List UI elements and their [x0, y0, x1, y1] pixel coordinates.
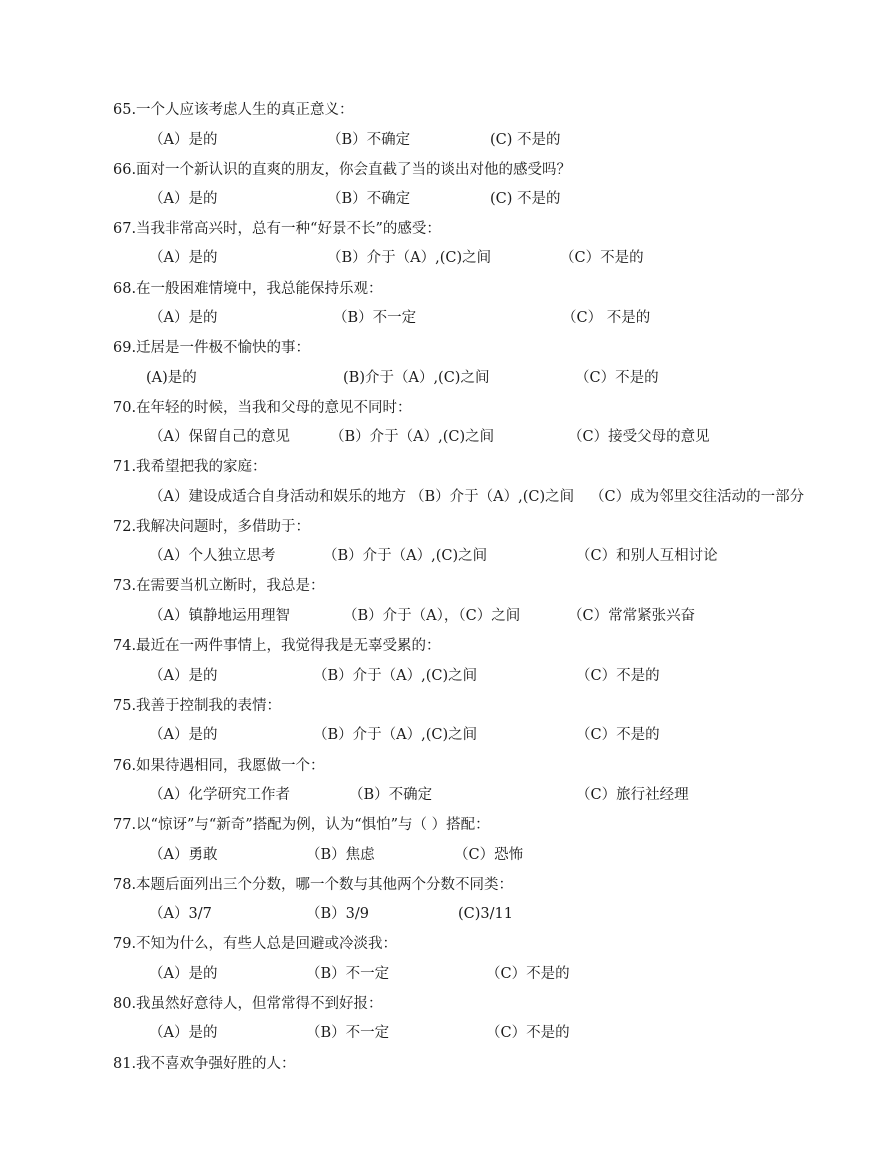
question-69-option-a: (A)是的: [146, 370, 197, 386]
question-77-option-a: （A）勇敢: [149, 847, 218, 863]
question-80-option-a: （A）是的: [149, 1025, 218, 1041]
question-74: 74.最近在一两件事情上，我觉得我是无辜受累的：: [113, 638, 441, 654]
question-79-option-c: （C）不是的: [486, 966, 570, 982]
question-66-option-b: （B）不确定: [327, 191, 411, 207]
question-79: 79.不知为什么，有些人总是回避或冷淡我：: [113, 936, 398, 952]
question-80-option-c: （C）不是的: [486, 1025, 570, 1041]
question-75-option-a: （A）是的: [149, 727, 218, 743]
question-73-option-a: （A）镇静地运用理智: [149, 608, 290, 624]
question-78-option-b: （B）3/9: [306, 906, 369, 922]
question-66-option-c: (C) 不是的: [490, 191, 561, 207]
question-77-option-c: （C）恐怖: [454, 847, 524, 863]
question-77: 77.以“惊讶”与“新奇”搭配为例，认为“惧怕”与（ ）搭配：: [113, 817, 490, 833]
question-79-option-b: （B）不一定: [306, 966, 390, 982]
question-65-option-a: （A）是的: [149, 132, 218, 148]
question-65: 65.一个人应该考虑人生的真正意义：: [113, 102, 354, 118]
question-70: 70.在年轻的时候，当我和父母的意见不同时：: [113, 400, 412, 416]
question-69-option-b: (B)介于（A）,(C)之间: [343, 370, 490, 386]
question-79-option-a: （A）是的: [149, 966, 218, 982]
question-80: 80.我虽然好意待人，但常常得不到好报：: [113, 996, 383, 1012]
question-78: 78.本题后面列出三个分数，哪一个数与其他两个分数不同类：: [113, 877, 514, 893]
question-81: 81.我不喜欢争强好胜的人：: [113, 1056, 296, 1072]
question-72-option-b: （B）介于（A）,(C)之间: [323, 548, 488, 564]
question-76: 76.如果待遇相同，我愿做一个：: [113, 758, 325, 774]
question-73-option-c: （C）常常紧张兴奋: [568, 608, 696, 624]
question-75: 75.我善于控制我的表情：: [113, 698, 282, 714]
question-67-option-b: （B）介于（A）,(C)之间: [327, 250, 492, 266]
question-80-option-b: （B）不一定: [306, 1025, 390, 1041]
question-69: 69.迁居是一件极不愉快的事：: [113, 340, 311, 356]
question-67-option-a: （A）是的: [149, 250, 218, 266]
question-77-option-b: （B）焦虑: [306, 847, 375, 863]
question-65-option-b: （B）不确定: [327, 132, 411, 148]
question-76-option-b: （B）不确定: [349, 787, 433, 803]
question-71-option-c: （C）成为邻里交往活动的一部分: [590, 489, 805, 505]
question-67-option-c: （C）不是的: [560, 250, 644, 266]
question-76-option-c: （C）旅行社经理: [576, 787, 689, 803]
question-71: 71.我希望把我的家庭：: [113, 459, 267, 475]
question-76-option-a: （A）化学研究工作者: [149, 787, 290, 803]
question-75-option-b: （B）介于（A）,(C)之间: [313, 727, 478, 743]
question-72-option-c: （C）和别人互相讨论: [576, 548, 718, 564]
question-72: 72.我解决问题时，多借助于：: [113, 519, 311, 535]
question-68: 68.在一般困难情境中，我总能保持乐观：: [113, 281, 383, 297]
question-69-option-c: （C）不是的: [575, 370, 659, 386]
question-74-option-c: （C）不是的: [576, 668, 660, 684]
question-68-option-b: （B）不一定: [333, 310, 417, 326]
question-65-option-c: (C) 不是的: [490, 132, 561, 148]
question-74-option-a: （A）是的: [149, 668, 218, 684]
question-68-option-a: （A）是的: [149, 310, 218, 326]
question-78-option-c: (C)3/11: [458, 906, 513, 922]
question-66: 66.面对一个新认识的直爽的朋友，你会直截了当的谈出对他的感受吗？: [113, 162, 572, 178]
question-68-option-c: （C） 不是的: [562, 310, 651, 326]
question-78-option-a: （A）3/7: [149, 906, 212, 922]
question-73: 73.在需要当机立断时，我总是：: [113, 578, 325, 594]
question-71-option-b: （B）介于（A）,(C)之间: [410, 489, 575, 505]
question-73-option-b: （B）介于（A），（C）之间: [343, 608, 521, 624]
question-70-option-c: （C）接受父母的意见: [568, 429, 710, 445]
question-66-option-a: （A）是的: [149, 191, 218, 207]
question-75-option-c: （C）不是的: [576, 727, 660, 743]
question-70-option-a: （A）保留自己的意见: [149, 429, 290, 445]
question-72-option-a: （A）个人独立思考: [149, 548, 276, 564]
question-67: 67.当我非常高兴时，总有一种“好景不长”的感受：: [113, 221, 441, 237]
question-71-option-a: （A）建设成适合自身活动和娱乐的地方: [149, 489, 406, 505]
question-70-option-b: （B）介于（A）,(C)之间: [330, 429, 495, 445]
question-74-option-b: （B）介于（A）,(C)之间: [313, 668, 478, 684]
